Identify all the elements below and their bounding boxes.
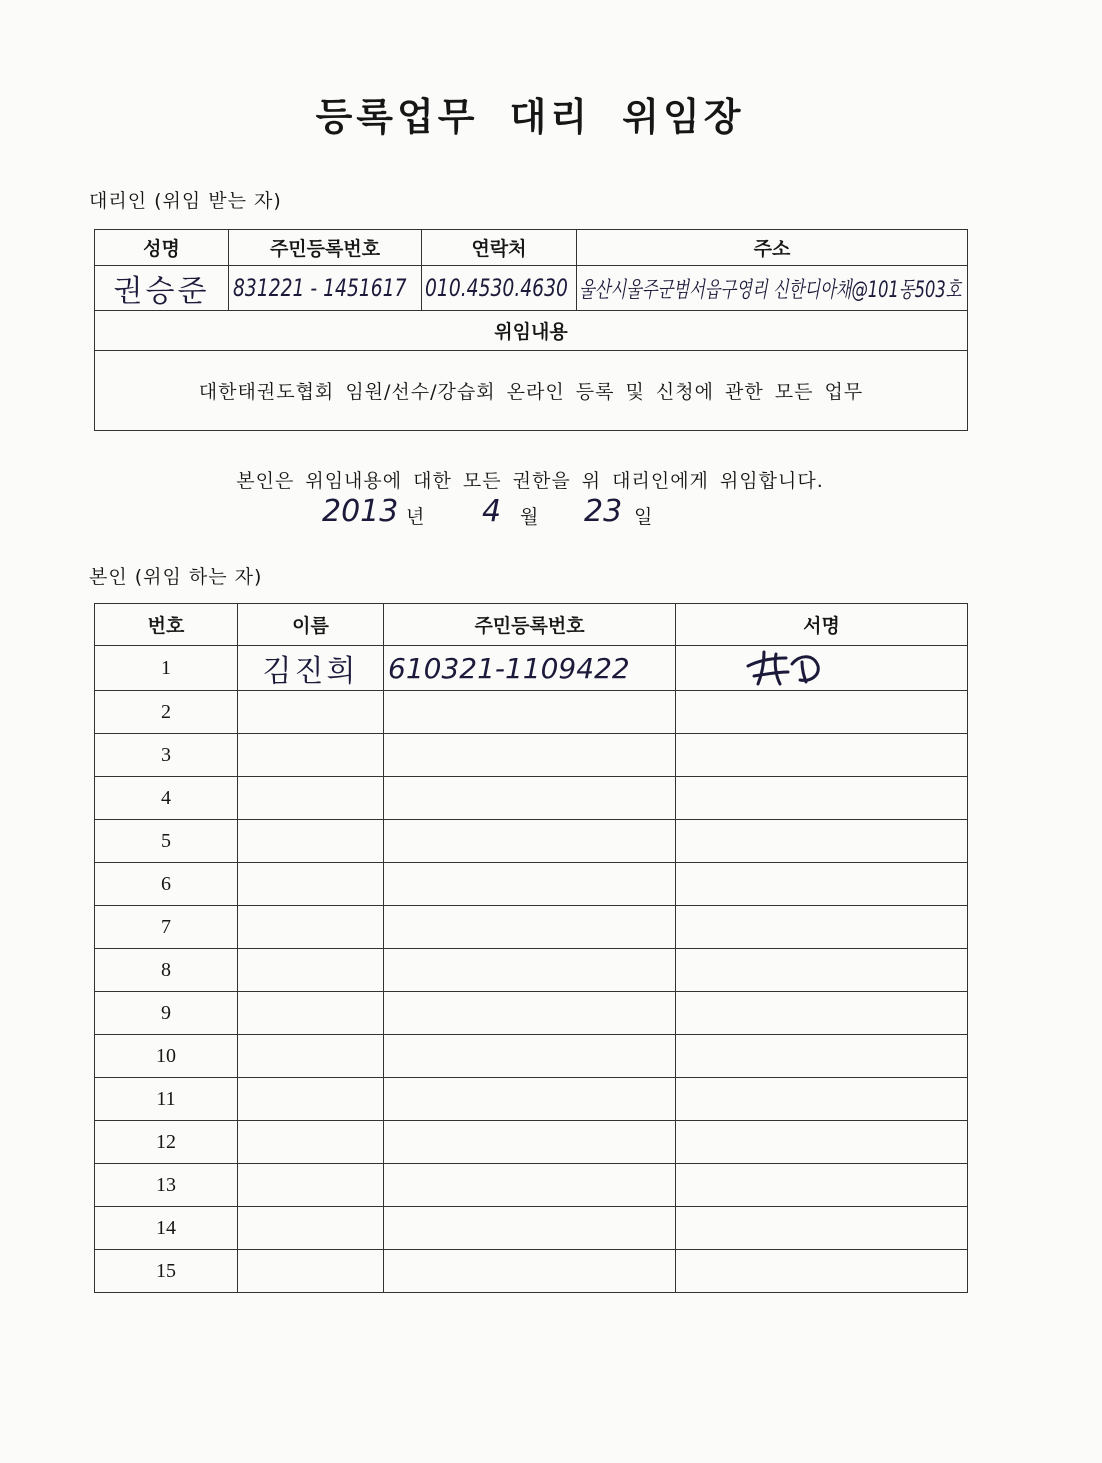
row-signature[interactable] (676, 1250, 968, 1293)
row-name[interactable] (238, 949, 384, 992)
row-name[interactable] (238, 863, 384, 906)
row-resident-number[interactable] (384, 1078, 676, 1121)
row-signature[interactable] (676, 777, 968, 820)
agent-data-row (95, 266, 968, 311)
principal-header-number: 번호 (95, 604, 238, 646)
agent-name: 권승준 (113, 274, 210, 309)
table-row (95, 691, 968, 734)
row-signature[interactable] (676, 1207, 968, 1250)
principal-rows (95, 646, 968, 1293)
row-number: 8 (95, 949, 238, 992)
row-resident-number[interactable] (384, 863, 676, 906)
principal-header-name: 이름 (238, 604, 384, 646)
row-number: 5 (95, 820, 238, 863)
principal-table (94, 603, 968, 1293)
row-signature[interactable] (676, 949, 968, 992)
table-row (95, 863, 968, 906)
delegation-header-row (95, 311, 968, 351)
date-month-label: 월 (520, 506, 539, 528)
row-signature[interactable] (676, 734, 968, 777)
date-month: 4 (482, 494, 502, 529)
signature-mark (740, 646, 830, 686)
row-signature[interactable] (676, 1121, 968, 1164)
row-resident-number[interactable] (384, 949, 676, 992)
row-name[interactable] (238, 992, 384, 1035)
row-resident-number[interactable] (384, 1164, 676, 1207)
row-resident-number[interactable] (384, 906, 676, 949)
row-name[interactable] (238, 777, 384, 820)
row-number: 11 (95, 1078, 238, 1121)
document-title: 등록업무 대리 위임장 (315, 95, 745, 139)
row-resident-number[interactable] (384, 1121, 676, 1164)
principal-name: 김진희 (262, 654, 359, 689)
principal-header-signature: 서명 (676, 604, 968, 646)
row-number: 15 (95, 1250, 238, 1293)
agent-phone: 010.4530.4630 (425, 274, 568, 302)
agent-table (94, 229, 968, 431)
agent-address-cell (577, 266, 968, 311)
row-resident-number[interactable] (384, 820, 676, 863)
table-row (95, 1035, 968, 1078)
table-row (95, 734, 968, 777)
row-name[interactable] (238, 906, 384, 949)
table-row (95, 1121, 968, 1164)
table-row (95, 1164, 968, 1207)
row-resident-number[interactable] (384, 1035, 676, 1078)
date-day: 23 (584, 494, 623, 529)
table-row (95, 820, 968, 863)
row-signature[interactable] (676, 863, 968, 906)
row-number: 13 (95, 1164, 238, 1207)
principal-section-label: 본인 (위임 하는 자) (89, 566, 263, 588)
agent-address: 울산시울주군범서읍구영리 신한디아채@101동503호 (579, 277, 962, 303)
row-number: 7 (95, 906, 238, 949)
row-resident-number (384, 646, 676, 691)
agent-resident-number-cell (229, 266, 422, 311)
row-resident-number[interactable] (384, 1250, 676, 1293)
delegation-content: 대한태권도협회 임원/선수/강습회 온라인 등록 및 신청에 관한 모든 업무 (95, 351, 968, 431)
table-row (95, 1078, 968, 1121)
principal-header-resident-number: 주민등록번호 (384, 604, 676, 646)
row-number: 4 (95, 777, 238, 820)
row-name[interactable] (238, 820, 384, 863)
row-signature[interactable] (676, 820, 968, 863)
row-name[interactable] (238, 734, 384, 777)
row-resident-number[interactable] (384, 777, 676, 820)
table-row (95, 949, 968, 992)
agent-header-resident-number: 주민등록번호 (229, 230, 422, 266)
agent-header-name: 성명 (95, 230, 229, 266)
agent-resident-number: 831221 - 1451617 (233, 274, 407, 302)
row-signature[interactable] (676, 691, 968, 734)
row-resident-number[interactable] (384, 734, 676, 777)
table-row (95, 646, 968, 691)
agent-name-cell (95, 266, 229, 311)
row-number: 6 (95, 863, 238, 906)
date-day-label: 일 (634, 506, 653, 528)
row-number: 12 (95, 1121, 238, 1164)
row-resident-number[interactable] (384, 1207, 676, 1250)
row-signature (676, 646, 968, 691)
row-signature[interactable] (676, 1164, 968, 1207)
row-name[interactable] (238, 1164, 384, 1207)
row-name[interactable] (238, 1078, 384, 1121)
row-name[interactable] (238, 691, 384, 734)
row-name[interactable] (238, 1250, 384, 1293)
delegation-statement: 본인은 위임내용에 대한 모든 권한을 위 대리인에게 위임합니다. (236, 470, 824, 492)
row-number: 1 (95, 646, 238, 691)
table-row (95, 777, 968, 820)
agent-header-phone: 연락처 (422, 230, 577, 266)
row-name[interactable] (238, 1035, 384, 1078)
row-signature[interactable] (676, 1035, 968, 1078)
row-name[interactable] (238, 1121, 384, 1164)
agent-header-row (95, 230, 968, 266)
row-number: 9 (95, 992, 238, 1035)
row-number: 10 (95, 1035, 238, 1078)
row-resident-number[interactable] (384, 691, 676, 734)
principal-header-row (95, 604, 968, 646)
date-year: 2013 (322, 494, 399, 529)
table-row (95, 906, 968, 949)
row-resident-number[interactable] (384, 992, 676, 1035)
row-number: 14 (95, 1207, 238, 1250)
date-year-label: 년 (406, 506, 425, 528)
table-row (95, 992, 968, 1035)
row-name (238, 646, 384, 691)
table-row (95, 1250, 968, 1293)
principal-resident-number: 610321-1109422 (388, 651, 630, 685)
delegation-content-row (95, 351, 968, 431)
agent-phone-cell (422, 266, 577, 311)
row-signature[interactable] (676, 992, 968, 1035)
agent-header-address: 주소 (577, 230, 968, 266)
row-number: 3 (95, 734, 238, 777)
row-signature[interactable] (676, 906, 968, 949)
row-number: 2 (95, 691, 238, 734)
delegation-header: 위임내용 (95, 311, 968, 351)
agent-section-label: 대리인 (위임 받는 자) (89, 190, 282, 212)
row-signature[interactable] (676, 1078, 968, 1121)
table-row (95, 1207, 968, 1250)
row-name[interactable] (238, 1207, 384, 1250)
